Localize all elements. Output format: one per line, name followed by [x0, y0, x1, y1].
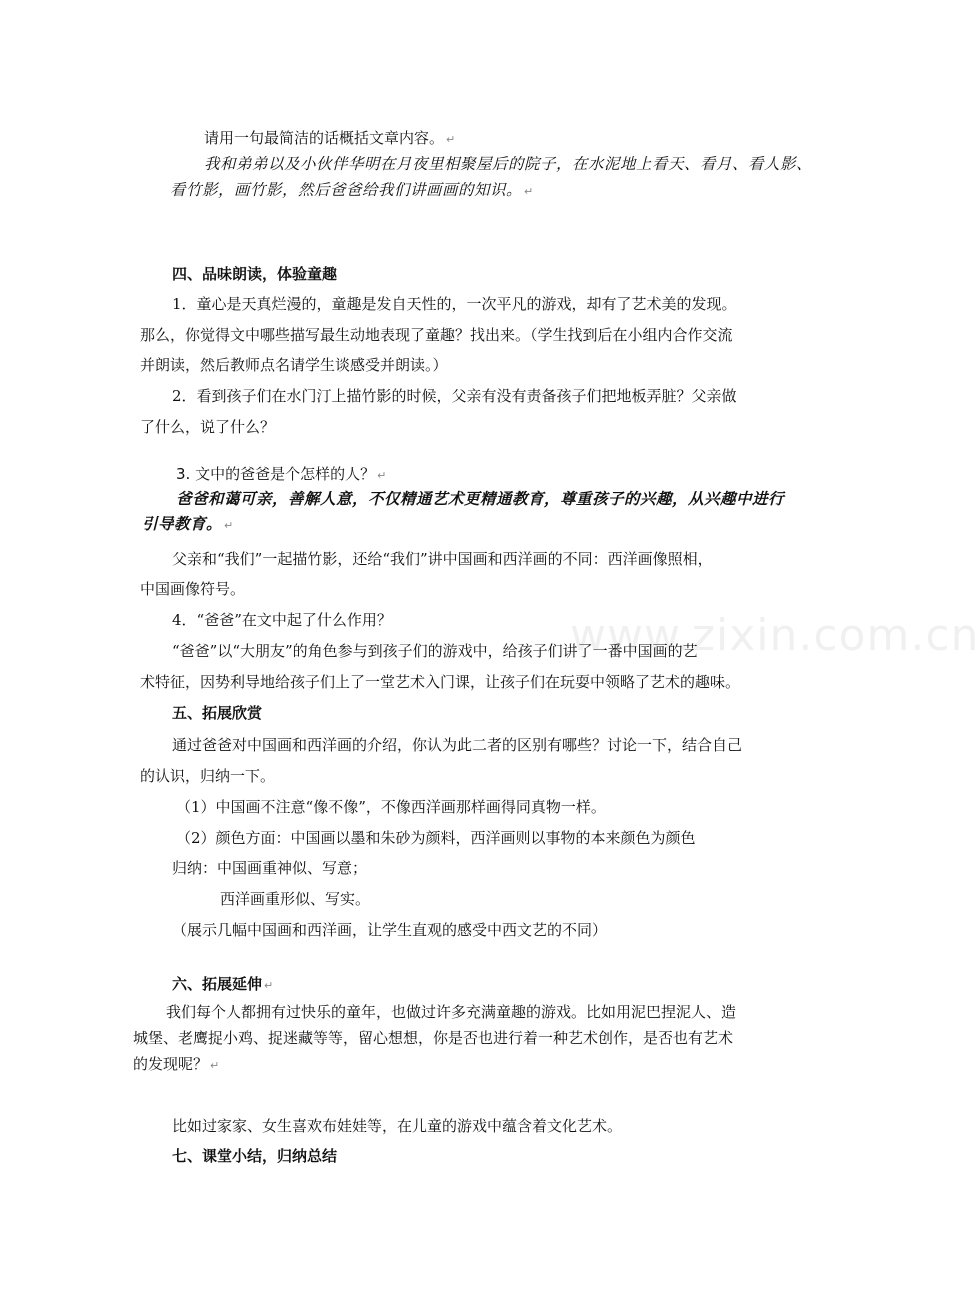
section-7-heading: 七、课堂小结，归纳总结 — [172, 1147, 338, 1165]
s4-question-3: 3. 文中的爸爸是个怎样的人？ ↵ — [176, 465, 387, 483]
s6-answer: 比如过家家、女生喜欢布娃娃等，在儿童的游戏中蕴含着文化艺术。 — [172, 1117, 623, 1135]
s4-answer-3b-line-1: 父亲和“我们”一起描竹影，还给“我们”讲中国画和西洋画的不同：西洋画像照相， — [172, 550, 713, 568]
return-mark: ↵ — [210, 1059, 220, 1072]
s5-paragraph-line-2: 的认识，归纳一下。 — [140, 767, 276, 785]
s4-paragraph-1-line-1: 1．童心是天真烂漫的，童趣是发自天性的，一次平凡的游戏，却有了艺术美的发现。 — [172, 295, 737, 313]
s4-answer-3-line-1: 爸爸和蔼可亲，善解人意，不仅精通艺术更精通教育，尊重孩子的兴趣，从兴趣中进行 — [176, 490, 785, 508]
summary-answer-line-2: 看竹影，画竹影，然后爸爸给我们讲画画的知识。 ↵ — [170, 181, 534, 199]
s5-note: （展示几幅中国画和西洋画，让学生直观的感受中西文艺的不同） — [172, 921, 608, 939]
s5-item-1: （1）中国画不注意“像不像”，不像西洋画那样画得同真物一样。 — [176, 798, 606, 816]
watermark: www.zixin.com.cn — [570, 610, 979, 661]
s4-answer-4-line-1: “爸爸”以“大朋友”的角色参与到孩子们的游戏中，给孩子们讲了一番中国画的艺 — [172, 642, 698, 660]
s6-paragraph-line-1: 我们每个人都拥有过快乐的童年，也做过许多充满童趣的游戏。比如用泥巴捏泥人、造 — [166, 1003, 737, 1021]
s4-question-4: 4．“爸爸”在文中起了什么作用？ — [172, 611, 392, 629]
s4-answer-3b-line-2: 中国画像符号。 — [140, 580, 246, 598]
s4-paragraph-1-line-3: 并朗读，然后教师点名请学生谈感受并朗读。） — [140, 356, 448, 374]
s4-paragraph-1-line-2: 那么，你觉得文中哪些描写最生动地表现了童趣？找出来。（学生找到后在小组内合作交流 — [140, 326, 733, 344]
s5-item-2: （2）颜色方面：中国画以墨和朱砂为颜料，西洋画则以事物的本来颜色为颜色 — [176, 829, 696, 847]
s6-paragraph-line-3: 的发现呢？ ↵ — [133, 1055, 220, 1073]
s4-answer-3-line-2: 引导教育。 ↵ — [142, 515, 234, 533]
summary-question: 请用一句最简洁的话概括文章内容。 ↵ — [204, 129, 456, 147]
return-mark: ↵ — [377, 469, 387, 482]
return-mark: ↵ — [524, 185, 534, 198]
s4-paragraph-2-line-2: 了什么，说了什么？ — [140, 418, 276, 436]
return-mark: ↵ — [224, 519, 234, 532]
s5-paragraph-line-1: 通过爸爸对中国画和西洋画的介绍，你认为此二者的区别有哪些？讨论一下，结合自己 — [172, 736, 743, 754]
s5-summary-line-1: 归纳：中国画重神似、写意； — [172, 859, 368, 877]
s4-paragraph-2-line-1: 2．看到孩子们在水门汀上描竹影的时候，父亲有没有责备孩子们把地板弄脏？父亲做 — [172, 387, 737, 405]
s4-answer-4-line-2: 术特征，因势利导地给孩子们上了一堂艺术入门课，让孩子们在玩耍中领略了艺术的趣味。 — [140, 673, 741, 691]
return-mark: ↵ — [264, 979, 274, 992]
return-mark: ↵ — [446, 133, 456, 146]
s6-paragraph-line-2: 城堡、老鹰捉小鸡、捉迷藏等等，留心想想，你是否也进行着一种艺术创作，是否也有艺术 — [133, 1029, 734, 1047]
section-5-heading: 五、拓展欣赏 — [172, 704, 263, 722]
summary-answer-line-1: 我和弟弟以及小伙伴华明在月夜里相聚屋后的院子，在水泥地上看天、看月、看人影、 — [204, 155, 813, 173]
section-6-heading: 六、拓展延伸 ↵ — [172, 975, 274, 993]
s5-summary-line-2: 西洋画重形似、写实。 — [220, 890, 371, 908]
section-4-heading: 四、品味朗读，体验童趣 — [172, 265, 338, 283]
